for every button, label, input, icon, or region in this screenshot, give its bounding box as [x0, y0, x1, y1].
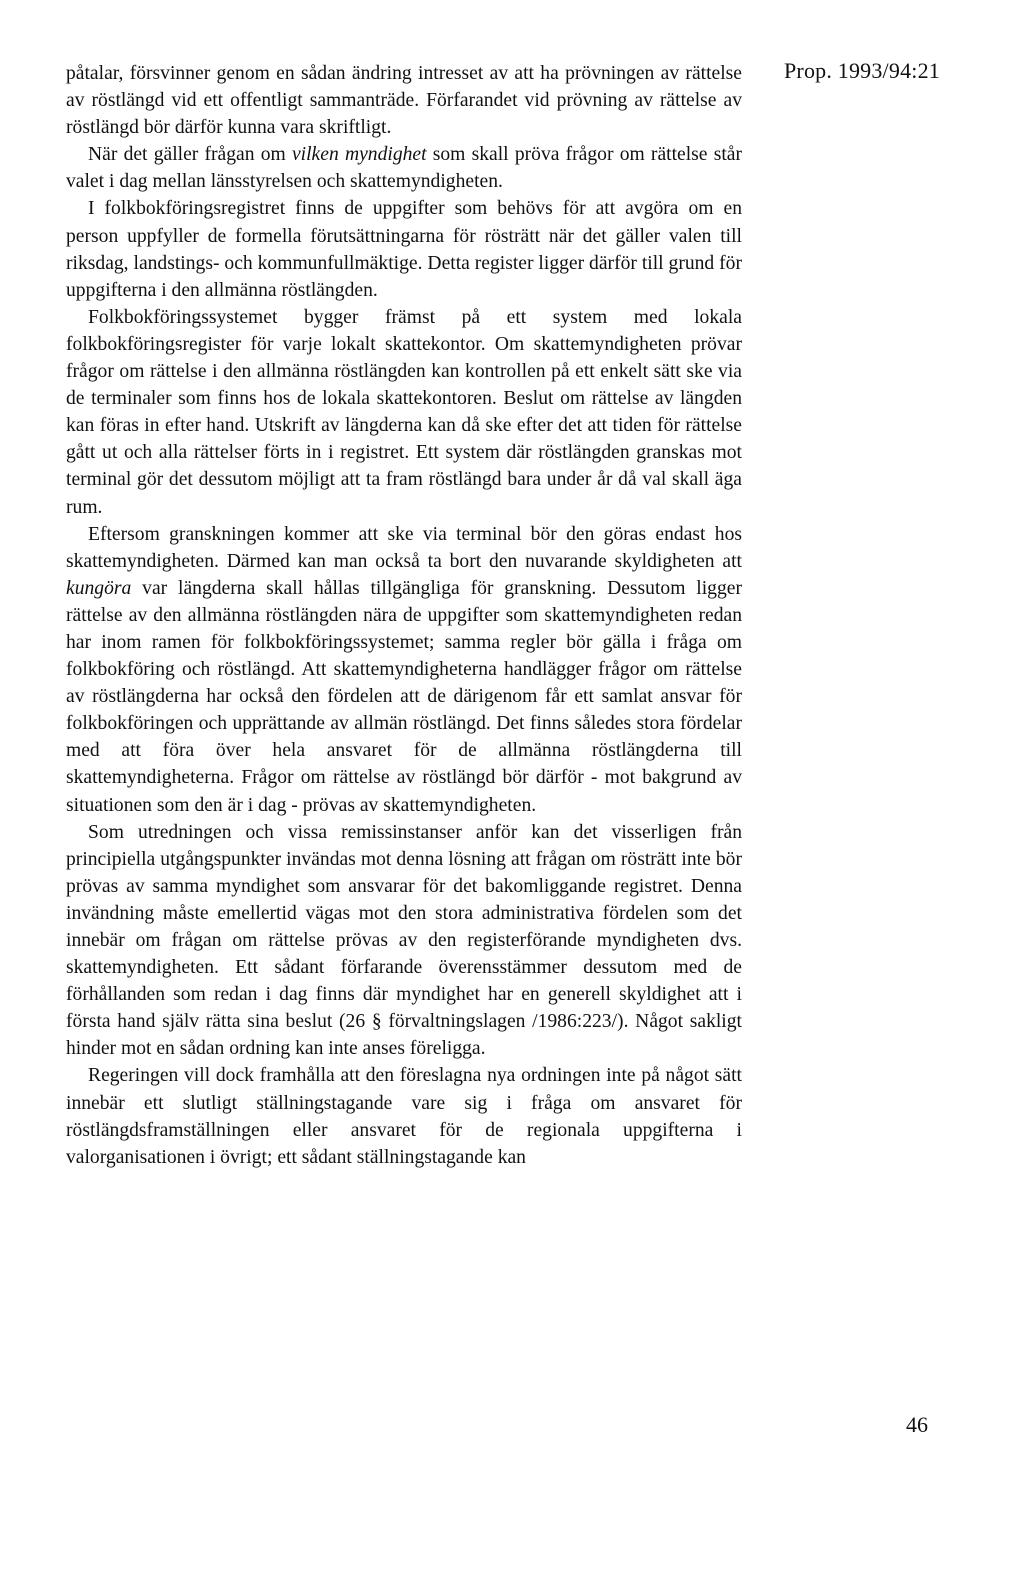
paragraph-1: påtalar, försvinner genom en sådan ändring intresset av att ha prövningen av rättelse av röstlängd vid ett offentligt sammanträde. Förfarandet vid prövning av rättelse av röstlängd bör därför kunna vara skriftligt. [66, 63, 742, 139]
paragraph-7: Regeringen vill dock framhålla att den föreslagna nya ordningen inte på något sätt innebär ett slutligt ställningstagande vare sig i fråga om ansvaret för röstlängdsframställningen eller ansvaret för de regionala uppgifterna i valorganisationen i övrigt; ett sådant ställningstagande kan [66, 1065, 742, 1168]
body-text [66, 60, 742, 1171]
paragraph-3: I folkbokföringsregistret finns de uppgifter som behövs för att avgöra om en person uppfyller de formella förutsättningarna för rösträtt när det gäller valen till riksdag, landstings- och kommunfullmäktige. Detta register ligger därför till grund för uppgifterna i den allmänna röstlängden. [66, 198, 742, 301]
paragraph-5-end: var längderna skall hållas tillgängliga för granskning. Dessutom ligger rättelse av den allmänna röstlängden nära de uppgifter som skattemyndigheten redan har inom ramen för folkbokföringssystemet; samma regler bör gälla i fråga om folkbokföring och röstlängd. Att skattemyndigheterna handlägger frågor om rättelse av röstlängderna har också den fördelen att de därigenom får ett samlat ansvar för folkbokföringen och upprättande av allmän röstlängd. Det finns således stora fördelar med att föra över hela ansvaret för de allmänna röstlängderna till skattemyndigheterna. Frågor om rättelse av röstlängd bör därför - mot bakgrund av situationen som den är i dag - prövas av skattemyndigheten. [66, 577, 742, 816]
paragraph-2 [66, 141, 742, 195]
paragraph-4: Folkbokföringssystemet bygger främst på ett system med lokala folkbokföringsregister för varje lokalt skattekontor. Om skattemyndigheten prövar frågor om rättelse i den allmänna röstlängden kan kontrollen på ett enkelt sätt ske via de terminaler som finns hos de lokala skattekontoren. Beslut om rättelse av längden kan föras in efter hand. Utskrift av längderna kan då ske efter det att tiden för rättelse gått ut och alla rättelser förts in i registret. Ett system där röstlängden granskas mot terminal gör det dessutom möjligt att ta fram röstlängd bara under år då val skall äga rum. [66, 306, 742, 518]
page-number: 46 [906, 1412, 928, 1437]
proposition-reference: Prop. 1993/94:21 [784, 58, 940, 83]
paragraph-2-end: som skall pröva frågor om rättelse står valet i dag mellan länsstyrelsen och skattemyndigheten. [66, 144, 742, 193]
paragraph-2-start: När det gäller frågan om [88, 144, 292, 166]
paragraph-5-start: Eftersom granskningen kommer att ske via terminal bör den göras endast hos skattemyndigheten. Därmed kan man också ta bort den nuvarande skyldigheten att [66, 523, 742, 572]
paragraph-5 [66, 521, 742, 819]
paragraph-6: Som utredningen och vissa remissinstanser anför kan det visserligen från principiella utgångspunkter invändas mot denna lösning att frågan om rösträtt inte bör prövas av samma myndighet som ansvarar för det bakomliggande registret. Denna invändning måste emellertid vägas mot den stora administrativa fördelen som det innebär om frågan om rättelse prövas av den registerförande myndigheten dvs. skattemyndigheten. Ett sådant förfarande överensstämmer dessutom med de förhållanden som redan i dag finns där myndighet har en generell skyldighet att i första hand själv rätta sina beslut (26 § förvaltningslagen /1986:223/). Något sakligt hinder mot en sådan ordning kan inte anses föreligga. [66, 821, 742, 1060]
emphasis-kungora: kungöra [66, 577, 132, 599]
emphasis-vilken-myndighet: vilken myndighet [291, 144, 427, 166]
